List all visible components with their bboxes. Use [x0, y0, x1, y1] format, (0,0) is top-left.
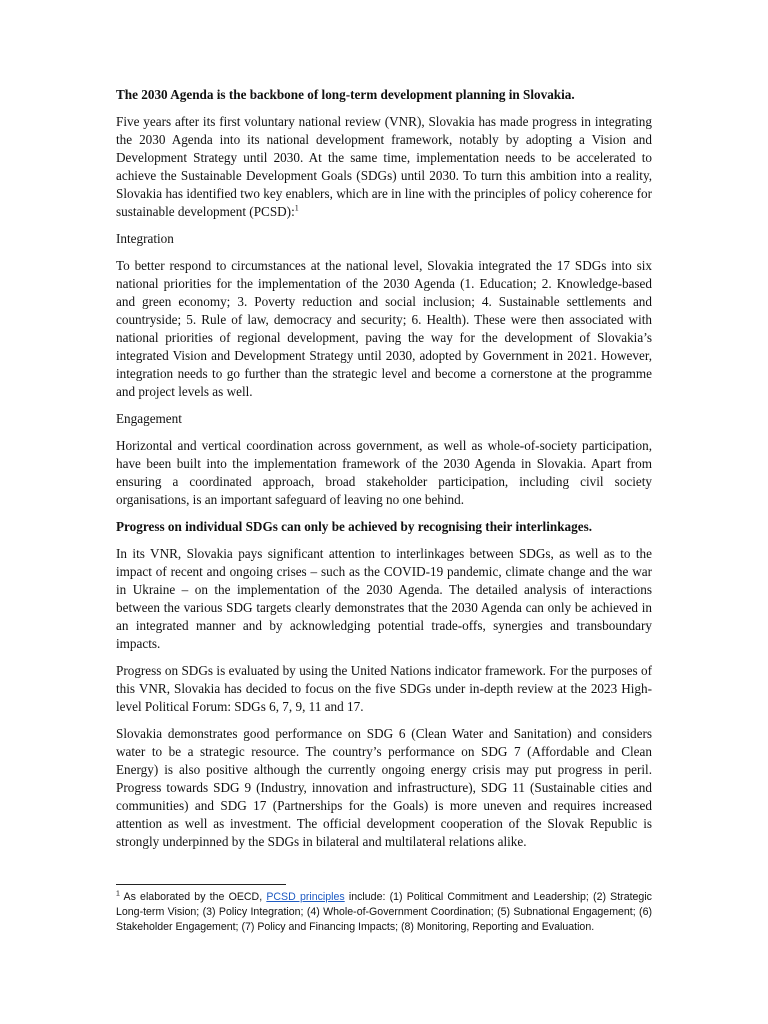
paragraph-interlinkages: In its VNR, Slovakia pays significant attention to interlinkages between SDGs, as well as to the impact of recent and ongoing crises – such as the COVID-19 pandemic, climate change and the war in Ukraine – on the implementation of the 2030 Agenda. The detailed analysis of interactions between the various SDG targets clearly demonstrates that the 2030 Agenda can only be achieved in an integrated manner and by acknowledging potential trade-offs, synergies and transboundary impacts. [116, 546, 652, 651]
section-heading-interlinkages: Progress on individual SDGs can only be achieved by recognising their interlinkages. [116, 519, 593, 534]
paragraph-indicators: Progress on SDGs is evaluated by using the United Nations indicator framework. For the purposes of this VNR, Slovakia has decided to focus on the five SDGs under in-depth review at the 2023 High-level Political Forum: SDGs 6, 7, 9, 11 and 17. [116, 663, 652, 714]
paragraph-intro [116, 113, 652, 221]
footnote-reference[interactable]: 1 [294, 203, 299, 213]
footnote-text-before: As elaborated by the OECD, [119, 891, 267, 903]
document-body [116, 86, 652, 860]
paragraph-intro-text: Five years after its first voluntary national review (VNR), Slovakia has made progress in integrating the 2030 Agenda into its national development framework, notably by adopting a Vision and Development Strategy until 2030. At the same time, implementation needs to be accelerated to achieve the Sustainable Development Goals (SDGs) until 2030. To turn this ambition into a reality, Slovakia has identified two key enablers, which are in line with the principles of policy coherence for sustainable development (PCSD): [116, 114, 652, 219]
footnote-text-after: include: (1) Political Commitment and Leadership; (2) Strategic Long-term Vision; (3) Policy Integration; (4) Whole-of-Government Coordination; (5) Subnational Engagement; (6) Stakeholder Engagement; (7) Policy and Financing Impacts; (8) Monitoring, Reporting and Evaluation. [116, 891, 652, 933]
footnote [116, 890, 652, 935]
footnote-number: 1 [116, 890, 120, 898]
pcsd-principles-link[interactable]: PCSD principles [266, 891, 345, 903]
footnote-separator [116, 884, 286, 885]
paragraph-integration: To better respond to circumstances at the national level, Slovakia integrated the 17 SDGs into six national priorities for the implementation of the 2030 Agenda (1. Education; 2. Knowledge-based and green economy; 3. Poverty reduction and social inclusion; 4. Sustainable settlements and countryside; 5. Rule of law, democracy and security; 6. Health). These were then associated with national priorities of regional development, paving the way for the development of Slovakia’s integrated Vision and Development Strategy until 2030, adopted by Government in 2021. However, integration needs to go further than the strategic level and become a cornerstone at the programme and project levels as well. [116, 258, 652, 399]
subheading-engagement: Engagement [116, 411, 182, 426]
paragraph-performance: Slovakia demonstrates good performance on SDG 6 (Clean Water and Sanitation) and considers water to be a strategic resource. The country’s performance on SDG 7 (Affordable and Clean Energy) is also positive although the currently ongoing energy crisis may put progress in peril. Progress towards SDG 9 (Industry, innovation and infrastructure), SDG 11 (Sustainable cities and communities) and SDG 17 (Partnerships for the Goals) is more uneven and requires increased attention as well as investment. The official development cooperation of the Slovak Republic is strongly underpinned by the SDGs in bilateral and multilateral relations alike. [116, 726, 652, 849]
subheading-integration: Integration [116, 231, 174, 246]
section-heading-backbone: The 2030 Agenda is the backbone of long-term development planning in Slovakia. [116, 87, 575, 102]
paragraph-engagement: Horizontal and vertical coordination across government, as well as whole-of-society participation, have been built into the implementation framework of the 2030 Agenda in Slovakia. Apart from ensuring a coordinated approach, broad stakeholder participation, including civil society organisations, is an important safeguard of leaving no one behind. [116, 438, 652, 507]
